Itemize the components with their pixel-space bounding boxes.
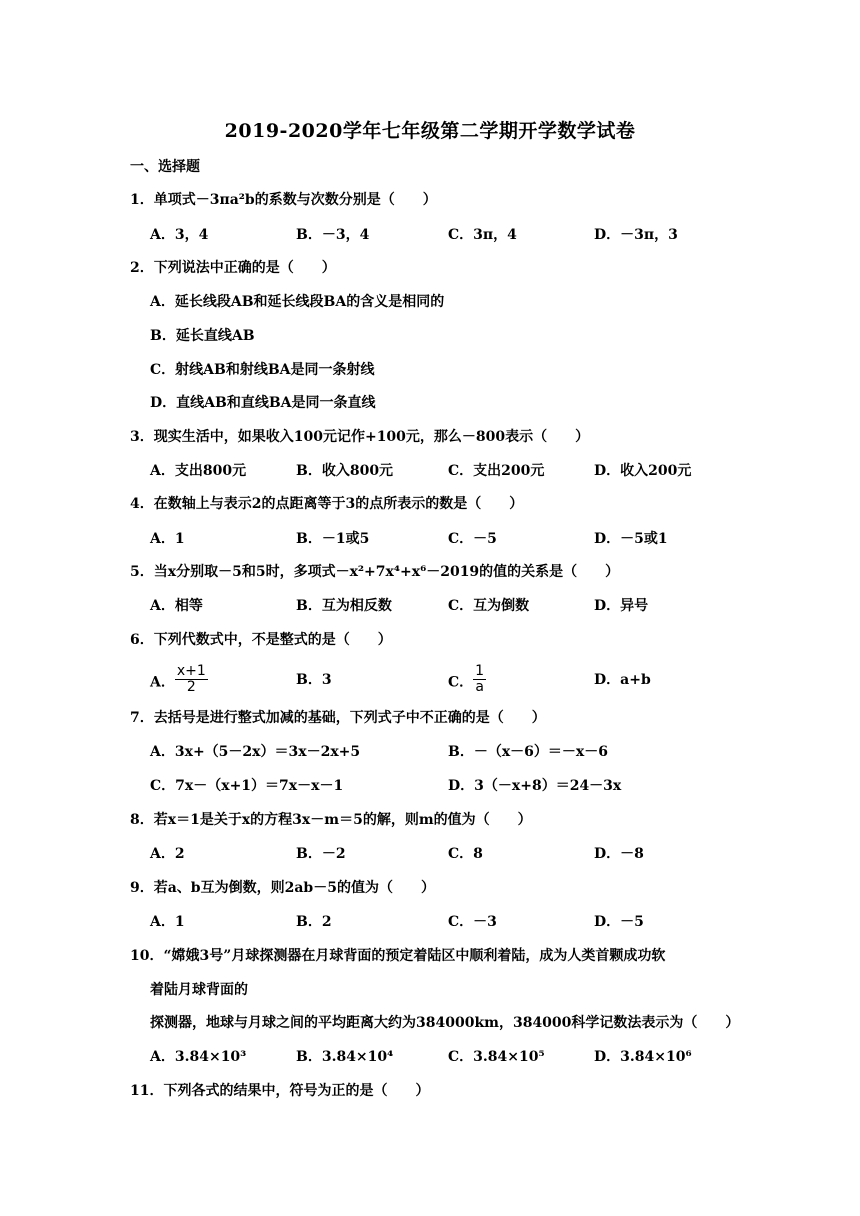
- question-3-option-b: B．收入800元: [296, 463, 394, 479]
- question-2-option-b: B．延长直线AB: [150, 328, 255, 344]
- question-8-option-b: B．－2: [296, 846, 346, 862]
- question-1-stem: 1．单项式－3πa²b的系数与次数分别是（ ）: [130, 192, 437, 208]
- question-7-option-d: D．3（－x+8）＝24－3x: [448, 778, 622, 794]
- question-6-option-b: B．3: [296, 672, 332, 688]
- question-10-option-d: D．3.84×10⁶: [594, 1049, 692, 1065]
- question-4-option-d: D．－5或1: [594, 531, 668, 547]
- question-8-option-c: C．8: [448, 846, 483, 862]
- question-6-option-d: D．a+b: [594, 672, 651, 688]
- question-10-option-c: C．3.84×10⁵: [448, 1049, 545, 1065]
- question-1-option-a: A．3，4: [150, 227, 209, 243]
- question-5-option-b: B．互为相反数: [296, 598, 392, 614]
- question-7-stem: 7．去括号是进行整式加减的基础，下列式子中不正确的是（ ）: [130, 710, 546, 726]
- fraction-1-over-a: [473, 664, 486, 695]
- question-6-stem: 6．下列代数式中，不是整式的是（ ）: [130, 632, 392, 648]
- question-3-option-a: A．支出800元: [150, 463, 247, 479]
- question-2-option-c: C．射线AB和射线BA是同一条射线: [150, 362, 375, 378]
- question-7-option-c: C．7x－（x+1）＝7x－x－1: [150, 778, 344, 794]
- question-2-option-d: D．直线AB和直线BA是同一条直线: [150, 395, 376, 411]
- question-6-option-a: [150, 663, 208, 695]
- question-10-option-a: A．3.84×10³: [150, 1049, 247, 1065]
- fraction-x-plus-1-over-2: [175, 664, 208, 695]
- question-7-option-b: B．－（x－6）＝－x－6: [448, 744, 609, 760]
- question-11-stem: 11．下列各式的结果中，符号为正的是（ ）: [130, 1083, 430, 1099]
- question-3-option-d: D．收入200元: [594, 463, 692, 479]
- question-5-option-d: D．异号: [594, 598, 649, 614]
- question-6-option-c: [448, 663, 486, 695]
- question-1-option-d: D．－3π，3: [594, 227, 678, 243]
- fraction-denominator: 2: [186, 679, 196, 695]
- question-6-option-c-label: C．: [448, 674, 474, 691]
- question-2-stem: 2．下列说法中正确的是（ ）: [130, 260, 336, 276]
- question-10-stem-line-2: 着陆月球背面的: [150, 982, 248, 998]
- question-3-stem: 3．现实生活中，如果收入100元记作+100元，那么－800表示（ ）: [130, 429, 590, 445]
- question-9-option-d: D．－5: [594, 914, 644, 930]
- fraction-numerator: x+1: [176, 663, 206, 679]
- question-10-stem: 10．“嫦娥3号”月球探测器在月球背面的预定着陆区中顺利着陆，成为人类首颗成功软: [130, 948, 666, 964]
- question-4-option-a: A．1: [150, 531, 185, 547]
- question-3-option-c: C．支出200元: [448, 463, 545, 479]
- question-10-option-b: B．3.84×10⁴: [296, 1049, 394, 1065]
- question-8-option-d: D．－8: [594, 846, 644, 862]
- question-1-option-c: C．3π，4: [448, 227, 517, 243]
- question-7-option-a: A．3x+（5－2x）＝3x－2x+5: [150, 744, 361, 760]
- fraction-denominator: a: [475, 679, 484, 695]
- section-heading: 一、选择题: [130, 159, 200, 175]
- question-9-stem: 9．若a、b互为倒数，则2ab－5的值为（ ）: [130, 880, 435, 896]
- question-2-option-a: A．延长线段AB和延长线段BA的含义是相同的: [150, 294, 445, 310]
- question-8-option-a: A．2: [150, 846, 185, 862]
- question-4-option-c: C．－5: [448, 531, 497, 547]
- question-6-option-a-label: A．: [150, 674, 175, 691]
- question-5-option-c: C．互为倒数: [448, 598, 530, 614]
- question-8-stem: 8．若x＝1是关于x的方程3x－m＝5的解，则m的值为（ ）: [130, 812, 532, 828]
- question-9-option-c: C．－3: [448, 914, 497, 930]
- question-9-option-b: B．2: [296, 914, 332, 930]
- question-5-option-a: A．相等: [150, 598, 203, 614]
- question-9-option-a: A．1: [150, 914, 185, 930]
- exam-title: 2019-2020学年七年级第二学期开学数学试卷: [224, 120, 636, 142]
- question-1-option-b: B．－3，4: [296, 227, 370, 243]
- question-4-option-b: B．－1或5: [296, 531, 370, 547]
- fraction-numerator: 1: [475, 663, 485, 679]
- question-4-stem: 4．在数轴上与表示2的点距离等于3的点所表示的数是（ ）: [130, 496, 524, 512]
- question-10-stem-line-3: 探测器，地球与月球之间的平均距离大约为384000km，384000科学记数法表示为（ ）: [150, 1015, 740, 1031]
- question-5-stem: 5．当x分别取－5和5时，多项式－x²+7x⁴+x⁶－2019的值的关系是（ ）: [130, 564, 620, 580]
